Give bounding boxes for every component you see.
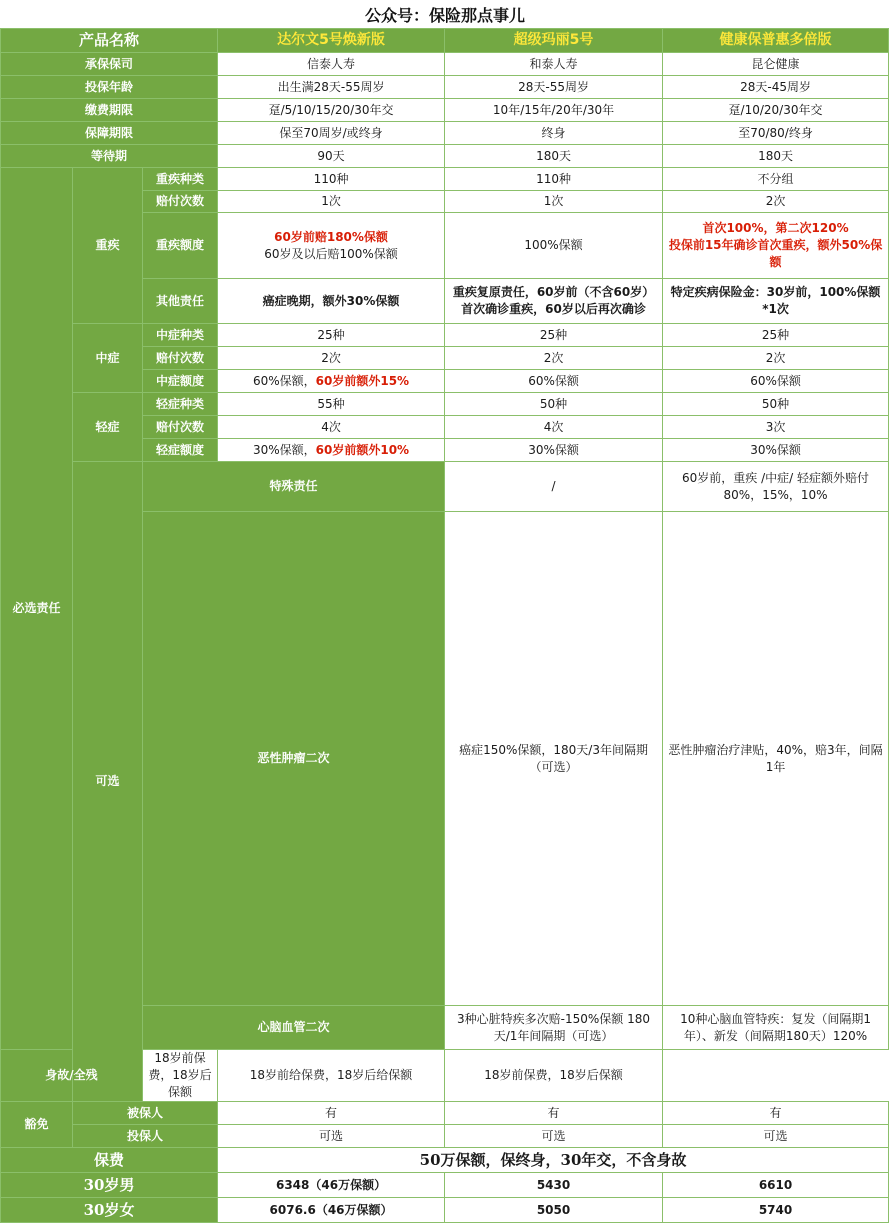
- critical-other-p3-line1: 特定疾病保险金：30岁前，100%保额: [670, 285, 881, 299]
- table-cell: 25种: [445, 324, 663, 347]
- waiver-insured-row: [1, 1102, 889, 1125]
- table-cell: 18岁前保费，18岁后保额: [143, 1050, 218, 1102]
- waiver-holder-label: 投保人: [73, 1125, 218, 1148]
- table-cell: /: [445, 462, 663, 512]
- table-cell: 100%保额: [445, 213, 663, 279]
- table-cell: 30%保额: [663, 439, 889, 462]
- table-cell: 3次: [663, 416, 889, 439]
- table-cell: 趸/10/20/30年交: [663, 99, 889, 122]
- table-cell: 昆仑健康: [663, 53, 889, 76]
- critical-amount-p1-line1: 60岁前赔180%保额: [274, 229, 388, 244]
- table-cell: 出生满28天-55周岁: [218, 76, 445, 99]
- table-cell: 50种: [663, 393, 889, 416]
- moderate-amount-label: 中症额度: [143, 370, 218, 393]
- table-cell: 5050: [445, 1198, 663, 1223]
- required-section-label: 必选责任: [1, 168, 73, 1050]
- table-cell: [663, 213, 889, 279]
- table-cell: 2次: [445, 347, 663, 370]
- table-cell: 18岁前给保费，18岁后给保额: [218, 1050, 445, 1102]
- product-name-3: 健康保普惠多倍版: [663, 29, 889, 53]
- table-cell: 5740: [663, 1198, 889, 1223]
- table-cell: 有: [445, 1102, 663, 1125]
- table-cell: 可选: [663, 1125, 889, 1148]
- table-cell: 可选: [445, 1125, 663, 1148]
- cover-term-row: [1, 122, 889, 145]
- cancer-label: 恶性肿瘤二次: [143, 512, 445, 1006]
- product-name-1: 达尔文5号焕新版: [218, 29, 445, 53]
- table-cell: 25种: [663, 324, 889, 347]
- critical-amount-p3-line2: 投保前15年确诊首次重疾，额外50%保额: [668, 238, 883, 269]
- insurer-row: [1, 53, 889, 76]
- product-name-2: 超级玛丽5号: [445, 29, 663, 53]
- premium-label: 保费: [1, 1148, 218, 1173]
- moderate-times-label: 赔付次数: [143, 347, 218, 370]
- death-row: [1, 1050, 889, 1102]
- table-cell: 4次: [445, 416, 663, 439]
- mild-kinds-row: [1, 393, 889, 416]
- table-cell: 90天: [218, 145, 445, 168]
- table-cell: 6076.6（46万保额）: [218, 1198, 445, 1223]
- table-cell: [218, 439, 445, 462]
- critical-group-label: 重疾: [73, 168, 143, 324]
- premium-male-label: 30岁男: [1, 1173, 218, 1198]
- critical-times-label: 赔付次数: [143, 191, 218, 213]
- optional-section-label: 可选: [73, 462, 143, 1102]
- age-row: [1, 76, 889, 99]
- table-cell: 28天-45周岁: [663, 76, 889, 99]
- table-cell: 28天-55周岁: [445, 76, 663, 99]
- moderate-kinds-row: [1, 324, 889, 347]
- table-cell: 1次: [445, 191, 663, 213]
- table-cell: 癌症晚期，额外30%保额: [218, 279, 445, 324]
- table-cell: [663, 279, 889, 324]
- premium-male-row: [1, 1173, 889, 1198]
- special-label: 特殊责任: [143, 462, 445, 512]
- table-cell: 3种心脏特疾多次赔-150%保额 180天/1年间隔期（可选）: [445, 1006, 663, 1050]
- moderate-amount-p1-red: 60岁前额外15%: [315, 373, 410, 388]
- table-cell: 2次: [663, 191, 889, 213]
- waiver-section-label: 豁免: [1, 1102, 73, 1148]
- table-cell: 可选: [218, 1125, 445, 1148]
- cardio-label: 心脑血管二次: [143, 1006, 445, 1050]
- table-cell: 50种: [445, 393, 663, 416]
- table-cell: 恶性肿瘤治疗津贴，40%，赔3年，间隔1年: [663, 512, 889, 1006]
- comparison-table: [0, 28, 889, 1223]
- critical-amount-label: 重疾额度: [143, 213, 218, 279]
- pay-term-label: 缴费期限: [1, 99, 218, 122]
- table-cell: 18岁前保费，18岁后保额: [445, 1050, 663, 1102]
- table-cell: 6610: [663, 1173, 889, 1198]
- table-cell: [218, 370, 445, 393]
- table-cell: [218, 213, 445, 279]
- special-row: [1, 462, 889, 512]
- critical-kinds-label: 重疾种类: [143, 168, 218, 191]
- table-cell: 60%保额: [445, 370, 663, 393]
- table-cell: 110种: [218, 168, 445, 191]
- mild-amount-p1-red: 60岁前额外10%: [315, 442, 410, 457]
- moderate-amount-p1-plain: 60%保额，: [252, 373, 316, 388]
- table-cell: 180天: [663, 145, 889, 168]
- table-cell: 60岁前，重疾 /中症/ 轻症额外赔付80%，15%，10%: [663, 462, 889, 512]
- age-label: 投保年龄: [1, 76, 218, 99]
- pay-term-row: [1, 99, 889, 122]
- cover-term-label: 保障期限: [1, 122, 218, 145]
- table-cell: 55种: [218, 393, 445, 416]
- critical-other-label: 其他责任: [143, 279, 218, 324]
- premium-female-row: [1, 1198, 889, 1223]
- table-cell: 不分组: [663, 168, 889, 191]
- table-cell: 10年/15年/20年/30年: [445, 99, 663, 122]
- critical-amount-p3-line1: 首次100%，第二次120%: [702, 221, 849, 235]
- table-cell: 信泰人寿: [218, 53, 445, 76]
- mild-kinds-label: 轻症种类: [143, 393, 218, 416]
- critical-other-p2-line2: 首次确诊重疾，60岁以后再次确诊: [461, 302, 646, 316]
- critical-amount-p1-line2: 60岁及以后赔100%保额: [264, 246, 398, 261]
- table-cell: 有: [218, 1102, 445, 1125]
- table-cell: 有: [663, 1102, 889, 1125]
- moderate-group-label: 中症: [73, 324, 143, 393]
- table-cell: 60%保额: [663, 370, 889, 393]
- table-cell: 25种: [218, 324, 445, 347]
- waiver-insured-label: 被保人: [73, 1102, 218, 1125]
- table-cell: 4次: [218, 416, 445, 439]
- table-cell: 6348（46万保额）: [218, 1173, 445, 1198]
- table-cell: 110种: [445, 168, 663, 191]
- critical-kinds-row: [1, 168, 889, 191]
- page-title: 公众号：保险那点事儿: [0, 0, 890, 28]
- table-cell: 保至70周岁/或终身: [218, 122, 445, 145]
- table-cell: 2次: [663, 347, 889, 370]
- table-cell: 终身: [445, 122, 663, 145]
- mild-times-label: 赔付次数: [143, 416, 218, 439]
- table-cell: 趸/5/10/15/20/30年交: [218, 99, 445, 122]
- table-cell: 180天: [445, 145, 663, 168]
- table-cell: 10种心脑血管特疾：复发（间隔期1年）、新发（间隔期180天）120%: [663, 1006, 889, 1050]
- product-name-row: [1, 29, 889, 53]
- waiting-row: [1, 145, 889, 168]
- table-cell: 2次: [218, 347, 445, 370]
- death-label: 身故/全残: [1, 1050, 143, 1102]
- table-cell: 5430: [445, 1173, 663, 1198]
- table-cell: 1次: [218, 191, 445, 213]
- mild-amount-label: 轻症额度: [143, 439, 218, 462]
- product-name-label: 产品名称: [1, 29, 218, 53]
- table-cell: [445, 279, 663, 324]
- table-cell: 癌症150%保额，180天/3年间隔期（可选）: [445, 512, 663, 1006]
- premium-female-label: 30岁女: [1, 1198, 218, 1223]
- table-cell: 至70/80/终身: [663, 122, 889, 145]
- waiting-label: 等待期: [1, 145, 218, 168]
- mild-group-label: 轻症: [73, 393, 143, 462]
- premium-note: 50万保额，保终身，30年交，不含身故: [218, 1148, 889, 1173]
- moderate-kinds-label: 中症种类: [143, 324, 218, 347]
- table-cell: 和泰人寿: [445, 53, 663, 76]
- insurer-label: 承保保司: [1, 53, 218, 76]
- table-cell: 30%保额: [445, 439, 663, 462]
- premium-row: [1, 1148, 889, 1173]
- critical-other-p2-line1: 重疾复原责任，60岁前（不含60岁）: [452, 285, 655, 299]
- critical-other-p3-line2: *1次: [762, 302, 789, 316]
- mild-amount-p1-plain: 30%保额，: [252, 442, 316, 457]
- waiver-holder-row: [1, 1125, 889, 1148]
